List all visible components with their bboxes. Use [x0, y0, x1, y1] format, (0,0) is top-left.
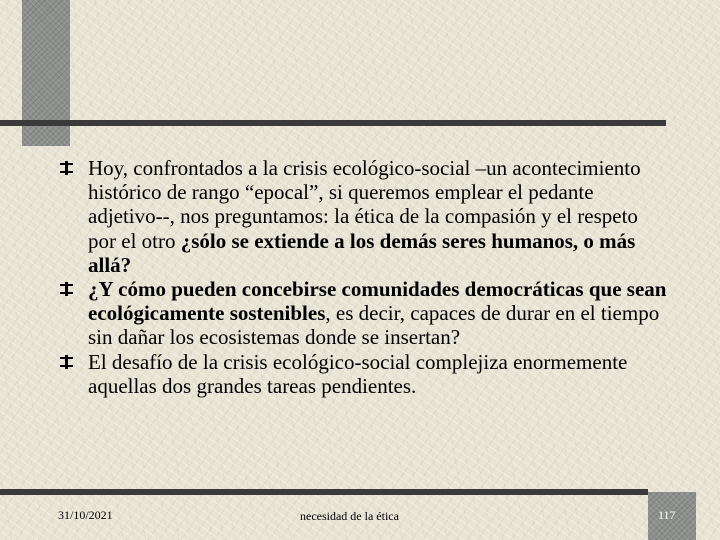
bullet-item-1	[60, 156, 670, 277]
bottom-divider-line	[0, 489, 648, 495]
footer-title: necesidad de la ética	[300, 509, 399, 523]
slide-body	[60, 156, 670, 398]
bullet-item-3	[60, 350, 670, 398]
bullet-1-bold-question: ¿sólo se extiende a los demás seres humanos, o más allá?	[88, 228, 636, 277]
bullet-3-text: El desafío de la crisis ecológico-social complejiza enormemente aquellas dos grandes tareas pendientes.	[88, 349, 628, 398]
page-number: 117	[658, 508, 676, 522]
z-bullet-icon	[60, 355, 73, 369]
top-divider-line	[0, 120, 666, 126]
z-bullet-icon	[60, 282, 73, 296]
footer-date: 31/10/2021	[58, 508, 113, 522]
bullet-2-text: , es decir, capaces de durar en el tiempo sin dañar los ecosistemas donde se insertan?	[88, 301, 660, 350]
bullet-item-2	[60, 277, 670, 350]
bullet-1-text: Hoy, confrontados a la crisis ecológico-social –un acontecimiento histórico de rango “epocal”, si queremos emplear el pedante adjetivo--, nos preguntamos: la ética de la compasión y el respeto por el otro	[88, 156, 641, 253]
bullet-2-bold-question: ¿Y cómo pueden concebirse comunidades democráticas que sean ecológicamente sostenibles	[88, 277, 667, 326]
z-bullet-icon	[60, 161, 73, 175]
